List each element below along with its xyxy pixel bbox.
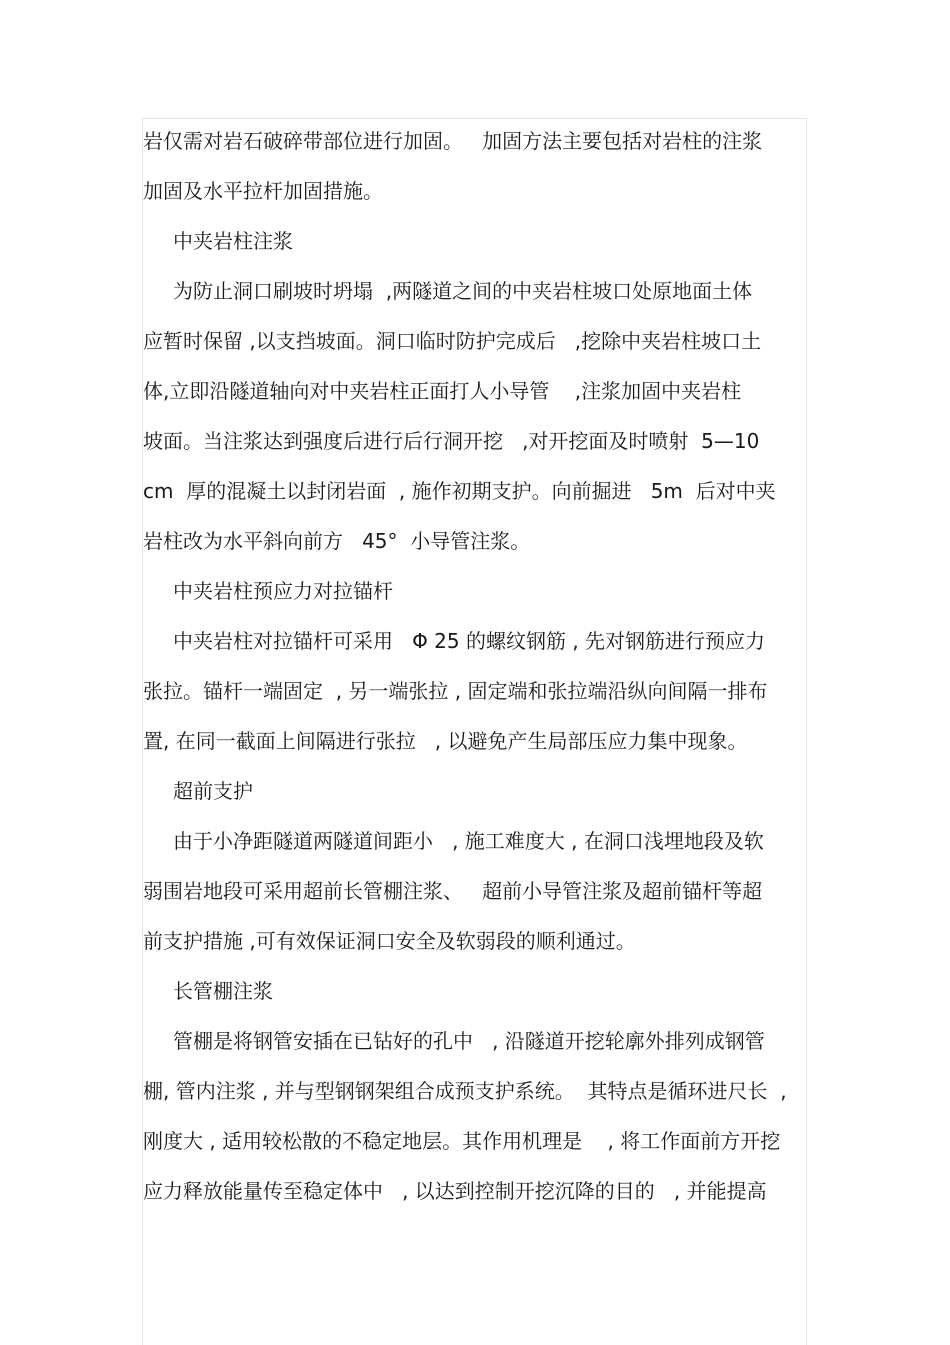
text-line: 张拉。锚杆一端固定 , 另一端张拉 , 固定端和张拉端沿纵向间隔一排布: [143, 679, 768, 703]
section-heading: 超前支护: [173, 779, 253, 803]
text-line: 弱围岩地段可采用超前长管棚注浆、 超前小导管注浆及超前锚杆等超: [143, 879, 763, 903]
section-heading: 长管棚注浆: [173, 979, 273, 1003]
text-line: 岩仅需对岩石破碎带部位进行加固。 加固方法主要包括对岩柱的注浆: [143, 129, 763, 153]
text-line: 置, 在同一截面上间隔进行张拉 , 以避免产生局部压应力集中现象。: [143, 729, 748, 753]
text-line: 应暂时保留 ,以支挡坡面。洞口临时防护完成后 ,挖除中夹岩柱坡口土: [143, 329, 762, 353]
text-line: 坡面。当注浆达到强度后进行后行洞开挖 ,对开挖面及时喷射 5—10: [143, 429, 760, 453]
text-line: 前支护措施 ,可有效保证洞口安全及软弱段的顺利通过。: [143, 929, 636, 953]
section-heading: 中夹岩柱注浆: [173, 229, 293, 253]
text-line: 中夹岩柱对拉锚杆可采用 Φ 25 的螺纹钢筋 , 先对钢筋进行预应力: [173, 629, 766, 653]
text-line: 应力释放能量传至稳定体中 , 以达到控制开挖沉降的目的 , 并能提高: [143, 1179, 767, 1203]
text-line: 岩柱改为水平斜向前方 45° 小导管注浆。: [143, 529, 531, 553]
section-heading: 中夹岩柱预应力对拉锚杆: [173, 579, 393, 603]
text-line: 由于小净距隧道两隧道间距小 , 施工难度大 , 在洞口浅埋地段及软: [173, 829, 764, 853]
text-line: 体,立即沿隧道轴向对中夹岩柱正面打人小导管 ,注浆加固中夹岩柱: [143, 379, 742, 403]
text-line: 管棚是将钢管安插在已钻好的孔中 , 沿隧道开挖轮廓外排列成钢管: [173, 1029, 765, 1053]
text-line: 加固及水平拉杆加固措施。: [143, 179, 383, 203]
text-line: cm 厚的混凝土以封闭岩面 , 施作初期支护。向前掘进 5m 后对中夹: [143, 479, 776, 503]
text-line: 刚度大 , 适用较松散的不稳定地层。其作用机理是 , 将工作面前方开挖: [143, 1129, 781, 1153]
text-line: 棚, 管内注浆 , 并与型钢钢架组合成预支护系统。 其特点是循环进尺长 ,: [143, 1079, 787, 1103]
text-line: 为防止洞口刷坡时坍塌 ,两隧道之间的中夹岩柱坡口处原地面土体: [173, 279, 753, 303]
